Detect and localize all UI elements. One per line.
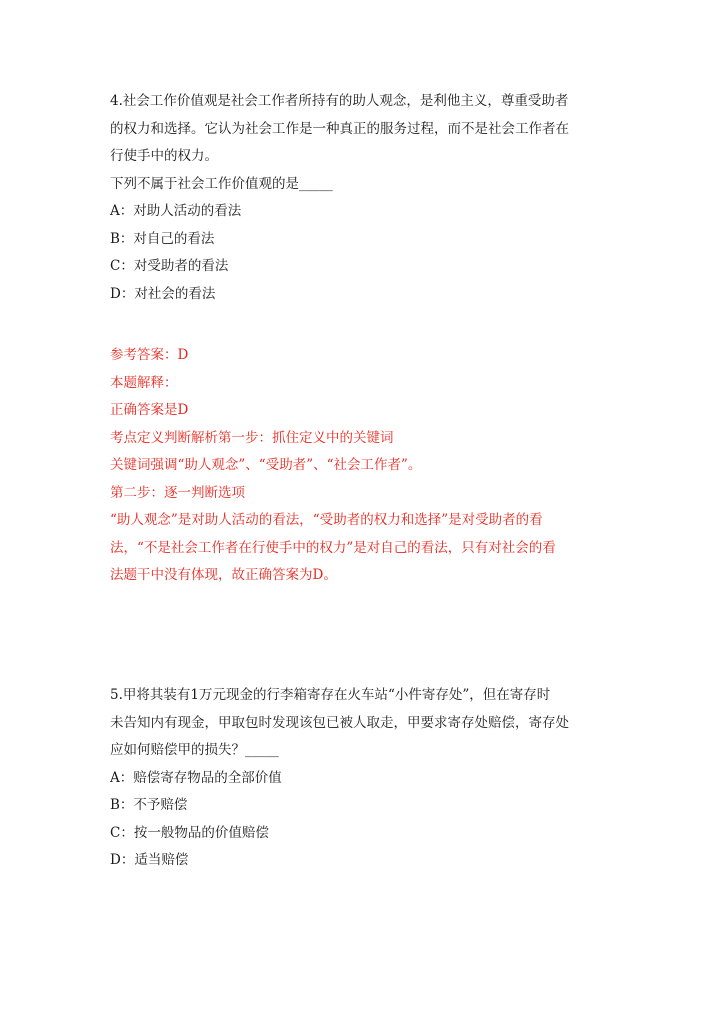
analysis-line: 法，“不是社会工作者在行使手中的权力”是对自己的看法，只有对社会的看 [110,539,556,556]
explanation-title: 本题解释： [110,374,178,391]
option-d: D：适当赔偿 [110,852,189,868]
answer-explanation-4 [110,342,610,590]
option-b: B：不予赔偿 [110,797,188,813]
analysis-step-1: 考点定义判断解析第一步：抓住定义中的关键词 [110,429,394,446]
question-stem-line: 的权力和选择。它认为社会工作是一种真正的服务过程，而不是社会工作者在 [110,120,569,137]
option-c: C：对受助者的看法 [110,258,229,274]
option-a: A：赔偿寄存物品的全部价值 [110,769,282,786]
question-prompt: 下列不属于社会工作价值观的是_____ [110,175,333,192]
analysis-line: 法题干中没有体现，故正确答案为D。 [110,567,337,583]
question-4 [110,88,610,308]
question-stem-line: 行使手中的权力。 [110,148,218,164]
question-stem-line: 未告知内有现金，甲取包时发现该包已被人取走，甲要求寄存处赔偿，寄存处 [110,714,569,731]
question-stem-line: 4.社会工作价值观是社会工作者所持有的助人观念，是利他主义，尊重受助者 [110,93,569,109]
question-stem-line: 应如何赔偿甲的损失？_____ [110,742,279,758]
reference-answer: 参考答案：D [110,347,189,363]
analysis-line: “助人观念”是对助人活动的看法，“受助者的权力和选择”是对受助者的看 [110,512,543,528]
question-stem-line: 5.甲将其装有1万元现金的行李箱寄存在火车站“小件寄存处”，但在寄存时 [110,687,551,703]
option-d: D：对社会的看法 [110,285,216,302]
option-b: B：对自己的看法 [110,230,215,247]
keywords-line: 关键词强调“助人观念”、“受助者”、“社会工作者”。 [110,457,422,473]
correct-answer: 正确答案是D [110,402,189,418]
analysis-step-2: 第二步：逐一判断选项 [110,484,245,501]
option-a: A：对助人活动的看法 [110,203,242,219]
option-c: C：按一般物品的价值赔偿 [110,824,269,841]
question-5 [110,682,610,875]
